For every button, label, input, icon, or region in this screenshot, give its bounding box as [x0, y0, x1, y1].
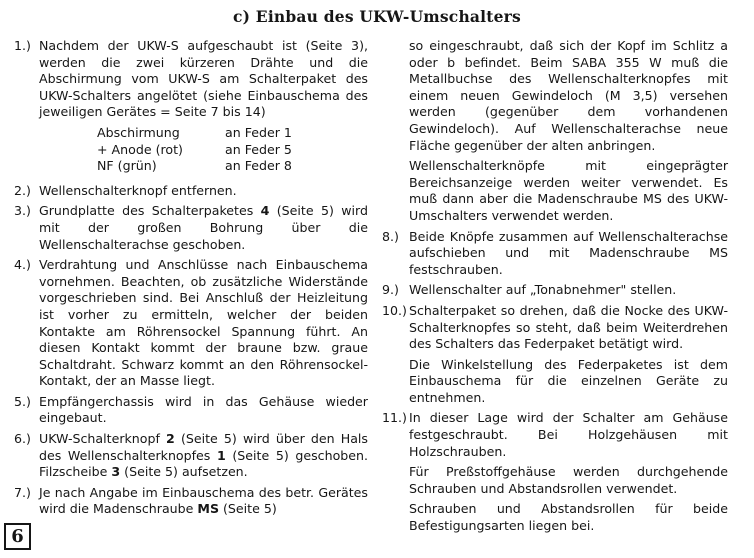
- step-text: Nachdem der UKW-S aufgeschaubt ist (Seite 3), werden die zwei kürzeren Drähte und die Abschirmung vom UKW-S am Schalterpaket des UKW-Schalters angelötet (siehe Einbauschema des jeweiligen Gerätes = Seite 7 bis 14): [39, 38, 368, 120]
- part-reference: 2: [166, 431, 175, 447]
- wiring-row: [39, 158, 368, 175]
- step-10: [382, 303, 728, 353]
- step-number: 2.): [14, 182, 31, 198]
- step-7: [14, 485, 368, 518]
- step-text: (Seite 5) wird mit der großen Bohrung über die Wellenschalterachse geschoben.: [39, 203, 368, 252]
- step-number: 11.): [382, 410, 407, 426]
- left-column: [14, 38, 368, 522]
- step-text: Wellenschalter auf „Tonabnehmer" stellen.: [409, 282, 677, 298]
- step-4: [14, 257, 368, 390]
- step-text: Schalterpaket so drehen, daß die Nocke des UKW-Schalterknopfes so steht, daß beim Weiterdrehen des Schalters das Federpaket betätigt wird.: [409, 302, 728, 352]
- step-text: Beide Knöpfe zusammen auf Wellenschalterachse aufschieben und mit Madenschraube MS festschrauben.: [409, 228, 728, 277]
- step-11-note: Schrauben und Abstandsrollen für beide Befestigungsarten liegen bei.: [409, 501, 728, 534]
- step-text: Empfängerchassis wird in das Gehäuse wieder eingebaut.: [39, 393, 368, 426]
- step-10-note: Die Winkelstellung des Federpaketes ist dem Einbauschema für die einzelnen Geräte zu entnehmen.: [409, 356, 728, 405]
- part-reference: 4: [260, 203, 270, 219]
- step-number: 1.): [14, 38, 31, 53]
- wiring-feder: an Feder 1: [225, 124, 292, 140]
- section-title: c) Einbau des UKW-Umschalters: [233, 7, 521, 26]
- step-text: (Seite 5) geschoben. Filzscheibe: [39, 447, 368, 480]
- step-7-note: Wellenschalterknöpfe mit eingeprägter Bereichsanzeige werden weiter verwendet. Es muß dann aber die Madenschraube MS des UKW-Umschalters verwendet werden.: [409, 158, 728, 223]
- step-2: [14, 183, 368, 200]
- part-reference: 3: [111, 464, 121, 480]
- step-11: [382, 410, 728, 460]
- step-number: 6.): [14, 431, 31, 447]
- step-text: Verdrahtung und Anschlüsse nach Einbauschema vornehmen. Beachten, ob zusätzliche Widerstände vorgeschrieben sind. Bei Anschluß der Heizleitung ist vorher zu ermitteln, welcher der beiden Kontakte am Röhrensockel Spannung führt. An diesen Kontakt kommt der braune bzw. graue Schaltdraht. Schwarz kommt an den Röhrensockel-Kontakt, der an Masse liegt.: [39, 257, 368, 389]
- step-6: [14, 431, 368, 481]
- wiring-row: [39, 125, 368, 142]
- step-text: In dieser Lage wird der Schalter am Gehäuse festgeschraubt. Bei Holzgehäusen mit Holzschrauben.: [409, 410, 728, 459]
- step-7-continuation: so eingeschraubt, daß sich der Kopf im Schlitz a oder b befindet. Beim SABA 355 W muß die Metallbuchse des Wellenschalterknopfes mit einem neuen Gewindeloch (M 3,5) versehen werden (gegenüber dem vorhandenen Gewindeloch). Auf Wellenschalterachse neue Fläche gegenüber der alten anbringen.: [409, 38, 728, 153]
- step-text: Grundplatte des Schalterpaketes: [39, 203, 261, 219]
- part-reference: MS: [197, 501, 220, 517]
- step-text: Wellenschalterknopf entfernen.: [39, 182, 237, 198]
- step-number: 9.): [382, 282, 399, 298]
- step-9: [382, 282, 728, 299]
- step-number: 4.): [14, 257, 31, 273]
- wiring-signal: NF (grün): [97, 158, 157, 174]
- wiring-signal: + Anode (rot): [97, 141, 183, 157]
- right-column: [382, 38, 728, 539]
- step-number: 3.): [14, 203, 31, 219]
- step-text: (Seite 5) aufsetzen.: [120, 464, 248, 480]
- step-number: 5.): [14, 393, 31, 409]
- step-11-note: Für Preßstoffgehäuse werden durchgehende Schrauben und Abstandsrollen verwendet.: [409, 464, 728, 496]
- page-number-box: 6: [4, 523, 31, 550]
- step-text: (Seite 5): [219, 501, 277, 517]
- step-number: 7.): [14, 484, 31, 500]
- wiring-feder: an Feder 8: [225, 158, 292, 174]
- step-3: [14, 203, 368, 253]
- step-text: Je nach Angabe im Einbauschema des betr. Gerätes wird die Madenschraube: [39, 484, 368, 517]
- wiring-feder: an Feder 5: [225, 141, 292, 157]
- step-number: 8.): [382, 228, 399, 244]
- step-text: UKW-Schalterknopf: [39, 431, 167, 447]
- step-5: [14, 394, 368, 427]
- wiring-signal: Abschirmung: [97, 124, 180, 140]
- step-number: 10.): [382, 302, 407, 318]
- part-reference: 1: [216, 447, 226, 463]
- step-text: (Seite 5) wird über den Hals des Wellenschalterknopfes: [39, 431, 368, 463]
- wiring-row: [39, 142, 368, 159]
- wiring-table: [39, 125, 368, 175]
- step-8: [382, 229, 728, 279]
- step-1: [14, 38, 368, 179]
